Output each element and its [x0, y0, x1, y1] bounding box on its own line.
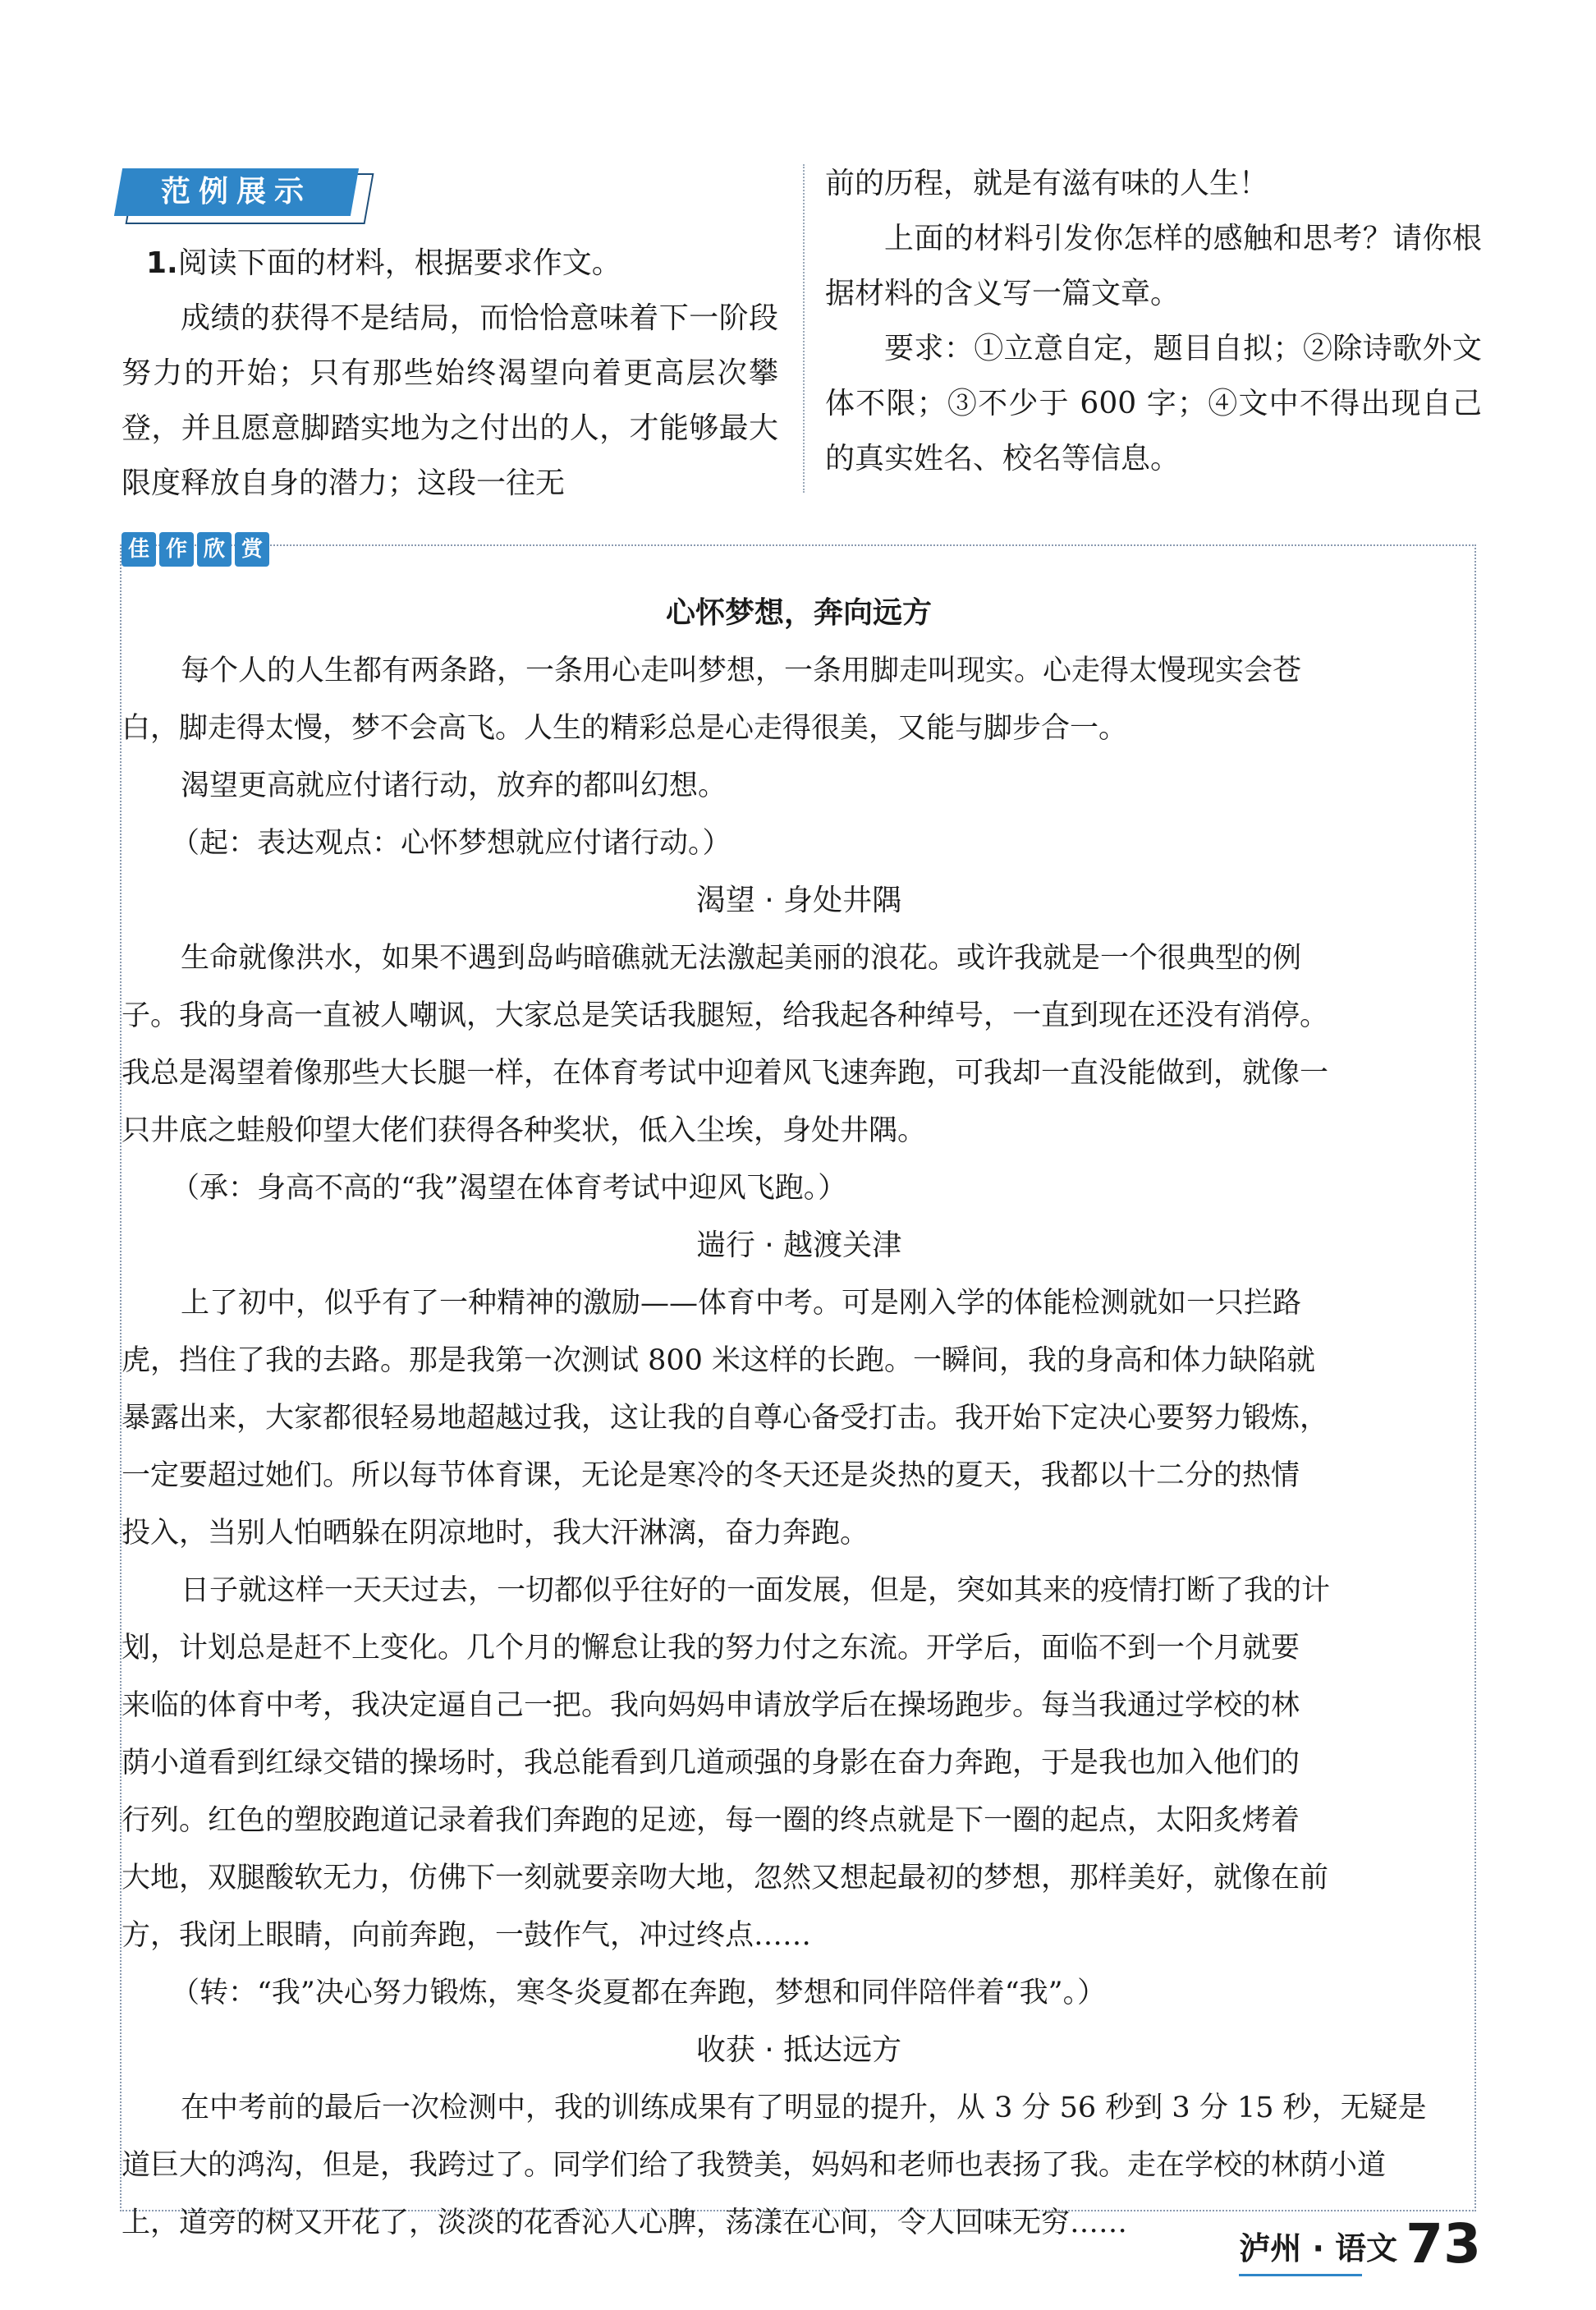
writing-requirements: 要求：①立意自定，题目自拟；②除诗歌外文体不限；③不少于 600 字；④文中不得出现自己的真实姓名、校名等信息。	[825, 332, 1482, 475]
essay-line: 生命就像洪水，如果不遇到岛屿暗礁就无法激起美丽的浪花。或许我就是一个很典型的例	[181, 942, 1302, 975]
essay-line: 子。我的身高一直被人嘲讽，大家总是笑话我腿短，给我起各种绰号，一直到现在还没有消停。	[122, 999, 1329, 1032]
essay-line: 只井底之蛙般仰望大佬们获得各种奖状，低入尘埃，身处井隅。	[122, 1114, 927, 1147]
essay-body	[122, 585, 1476, 2252]
essay-line: 一定要超过她们。所以每节体育课，无论是寒冷的冬天还是炎热的夏天，我都以十二分的热情	[122, 1459, 1300, 1492]
example-left-column	[122, 168, 778, 511]
writing-question: 上面的材料引发你怎样的感触和思考？请你根据材料的含义写一篇文章。	[825, 222, 1482, 310]
essay-tag-char: 佳	[122, 532, 156, 567]
essay-line: 投入，当别人怕晒躲在阴凉地时，我大汗淋漓，奋力奔跑。	[122, 1517, 869, 1550]
page-number: 73	[1406, 2212, 1481, 2276]
essay-line: 我总是渴望着像那些大长腿一样，在体育考试中迎着风飞速奔跑，可我却一直没能做到，就像一	[122, 1057, 1329, 1090]
essay-tag-char: 欣	[197, 532, 232, 567]
essay-line: 划，计划总是赶不上变化。几个月的懈怠让我的努力付之东流。开学后，面临不到一个月就要	[122, 1632, 1300, 1665]
essay-line: 虎，挡住了我的去路。那是我第一次测试 800 米这样的长跑。一瞬间，我的身高和体力缺陷就	[122, 1344, 1316, 1377]
essay-title: 心怀梦想，奔向远方	[665, 596, 932, 630]
essay-annotation: （承：身高不高的“我”渴望在体育考试中迎风飞跑。）	[171, 1172, 847, 1205]
essay-line: 日子就这样一天天过去，一切都似乎往好的一面发展，但是，突如其来的疫情打断了我的计	[181, 1574, 1331, 1607]
essay-tag-char: 作	[159, 532, 194, 567]
footer-region-subject: 泸州 · 语文	[1239, 2230, 1398, 2266]
section-banner	[118, 168, 365, 219]
prompt-instruction: 阅读下面的材料，根据要求作文。	[177, 246, 621, 280]
essay-subheading: 渴望 · 身处井隅	[695, 884, 902, 917]
essay-annotation: （转：“我”决心努力锻炼，寒冬炎夏都在奔跑，梦想和同伴陪伴着“我”。）	[171, 1977, 1107, 2009]
section-banner-label: 范例展示	[160, 175, 312, 209]
prompt-heading	[146, 236, 778, 291]
essay-line: 荫小道看到红绿交错的操场时，我总能看到几道顽强的身影在奋力奔跑，于是我也加入他们的	[122, 1747, 1300, 1780]
essay-line: 道巨大的鸿沟，但是，我跨过了。同学们给了我赞美，妈妈和老师也表扬了我。走在学校的林荫小道	[122, 2149, 1387, 2182]
page-footer	[1239, 2212, 1481, 2276]
essay-line: 在中考前的最后一次检测中，我的训练成果有了明显的提升，从 3 分 56 秒到 3 分 15 秒，无疑是	[181, 2092, 1427, 2124]
essay-tag	[122, 532, 269, 567]
essay-line: 暴露出来，大家都很轻易地超越过我，这让我的自尊心备受打击。我开始下定决心要努力锻炼，	[122, 1402, 1329, 1435]
column-divider	[803, 164, 805, 493]
example-right-column	[825, 156, 1482, 486]
essay-line: 上了初中，似乎有了一种精神的激励——体育中考。可是刚入学的体能检测就如一只拦路	[181, 1287, 1302, 1320]
essay-line: 上，道旁的树又开花了，淡淡的花香沁人心脾，荡漾在心间，令人回味无穷……	[122, 2207, 1128, 2239]
essay-subheading: 遄行 · 越渡关津	[695, 1228, 902, 1262]
essay-line: 来临的体育中考，我决定逼自己一把。我向妈妈申请放学后在操场跑步。每当我通过学校的林	[122, 1689, 1300, 1722]
essay-line: 大地，双腿酸软无力，仿佛下一刻就要亲吻大地，忽然又想起最初的梦想，那样美好，就像在前	[122, 1862, 1329, 1894]
essay-annotation: （起：表达观点：心怀梦想就应付诸行动。）	[171, 827, 732, 860]
footer-underline	[1239, 2274, 1362, 2276]
essay-line: 每个人的人生都有两条路，一条用心走叫梦想，一条用脚走叫现实。心走得太慢现实会苍	[181, 654, 1302, 687]
essay-tag-char: 赏	[235, 532, 269, 567]
prompt-number: 1.	[146, 246, 178, 280]
material-text-left: 成绩的获得不是结局，而恰恰意味着下一阶段努力的开始；只有那些始终渴望向着更高层次攀登，并且愿意脚踏实地为之付出的人，才能够最大限度释放自身的潜力；这段一往无	[122, 301, 778, 500]
essay-line: 白，脚走得太慢，梦不会高飞。人生的精彩总是心走得很美，又能与脚步合一。	[122, 712, 1128, 745]
material-text-right: 前的历程，就是有滋有味的人生！	[825, 167, 1269, 200]
essay-line: 行列。红色的塑胶跑道记录着我们奔跑的足迹，每一圈的终点就是下一圈的起点，太阳炙烤着	[122, 1804, 1300, 1837]
essay-subheading: 收获 · 抵达远方	[695, 2033, 902, 2067]
essay-line: 渴望更高就应付诸行动，放弃的都叫幻想。	[181, 769, 727, 802]
essay-line: 方，我闭上眼睛，向前奔跑，一鼓作气，冲过终点……	[122, 1919, 812, 1952]
